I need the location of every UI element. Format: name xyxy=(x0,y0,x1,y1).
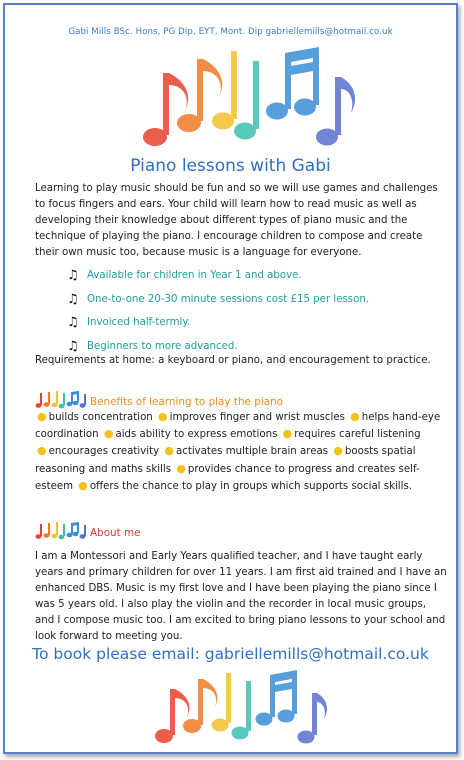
benefit-item: requires careful listening xyxy=(294,429,421,441)
benefit-item: builds concentration xyxy=(48,412,153,423)
music-note-bullet-icon: ♫ xyxy=(67,291,79,307)
red-note-icon xyxy=(143,73,188,146)
yellow-dot-icon: ● xyxy=(333,444,343,458)
benefits-list xyxy=(35,409,447,495)
list-item xyxy=(67,288,369,312)
lesson-details-list xyxy=(67,264,369,358)
purple-note-icon xyxy=(298,693,328,744)
list-item-text: Beginners to more advanced. xyxy=(87,340,238,352)
yellow-dot-icon: ● xyxy=(350,410,360,423)
intro-paragraph: Learning to play music should be fun and so we will use games and challenges to focus fingers and ears. Your child will learn how to read music as well as developing their knowledge about different types of piano music and the technique of playing the piano. I encourage children to compose and create their own music too, because music is a language for everyone. xyxy=(35,183,438,258)
list-item-text: One-to-one 20-30 minute sessions cost £15 per lesson. xyxy=(87,293,370,305)
list-item xyxy=(67,264,369,288)
about-paragraph: I am a Montessori and Early Years qualified teacher, and I have taught early years and primary children for over 11 years. I am first aid trained and I have an enhanced DBS. Music is my first love and I have been playing the piano since I was 5 years old. I also play the violin and the recorder in local music groups, and I compose music too. I am excited to bring piano lessons to your school and look forward to meeting you. xyxy=(35,551,447,642)
about-heading-label: About me xyxy=(90,527,141,539)
yellow-note-icon xyxy=(212,51,237,130)
about-heading xyxy=(35,522,141,540)
flyer-frame xyxy=(3,3,458,754)
benefit-item: offers the chance to play in groups which supports social skills. xyxy=(89,480,413,492)
benefit-item: boosts spatial reasoning and maths skills xyxy=(35,446,416,475)
music-note-bullet-icon: ♫ xyxy=(67,315,79,331)
booking-email[interactable]: To book please email: gabriellemills@hotmail.co.uk xyxy=(32,645,429,663)
yellow-dot-icon: ● xyxy=(103,427,114,441)
blue-double-note-icon xyxy=(256,670,298,726)
benefit-item: encourages creativity xyxy=(48,446,160,458)
red-note-icon xyxy=(155,689,189,743)
blue-double-note-icon xyxy=(266,47,319,120)
benefit-item: aids ability to express emotions xyxy=(115,429,278,441)
benefit-item: helps hand-eye coordination xyxy=(35,412,441,441)
yellow-dot-icon: ● xyxy=(78,478,88,492)
teal-note-icon xyxy=(232,681,252,740)
yellow-dot-icon: ● xyxy=(37,410,47,423)
yellow-dot-icon: ● xyxy=(282,427,293,441)
purple-note-icon xyxy=(316,77,355,146)
music-notes-illustration-bottom xyxy=(150,667,330,747)
yellow-dot-icon: ● xyxy=(164,444,174,458)
yellow-dot-icon: ● xyxy=(158,410,168,423)
small-music-notes-icon xyxy=(35,391,87,409)
benefit-item: activates multiple brain areas xyxy=(175,446,329,458)
benefits-heading xyxy=(35,391,283,409)
teal-note-icon xyxy=(234,61,259,140)
requirements-text: Requirements at home: a keyboard or piano, and encouragement to practice. xyxy=(35,355,431,366)
header-credentials: Gabi Mills BSc. Hons, PG Dip, EYT, Mont. Dip gabriellemills@hotmail.co.uk xyxy=(68,27,393,37)
small-music-notes-icon xyxy=(35,522,87,540)
yellow-note-icon xyxy=(212,673,232,732)
benefit-item: provides chance to progress and creates self-esteem xyxy=(35,463,420,492)
list-item-text: Available for children in Year 1 and above. xyxy=(87,270,302,282)
music-note-bullet-icon: ♫ xyxy=(67,268,79,284)
benefits-heading-label: Benefits of learning to play the piano xyxy=(90,396,284,408)
list-item-text: Invoiced half-termly. xyxy=(87,317,191,329)
list-item xyxy=(67,311,369,335)
page-title: Piano lessons with Gabi xyxy=(130,156,331,176)
music-notes-illustration xyxy=(135,43,355,153)
yellow-dot-icon: ● xyxy=(37,444,47,458)
yellow-dot-icon: ● xyxy=(176,461,186,475)
music-note-bullet-icon: ♫ xyxy=(67,338,79,354)
benefit-item: improves finger and wrist muscles xyxy=(169,412,345,423)
